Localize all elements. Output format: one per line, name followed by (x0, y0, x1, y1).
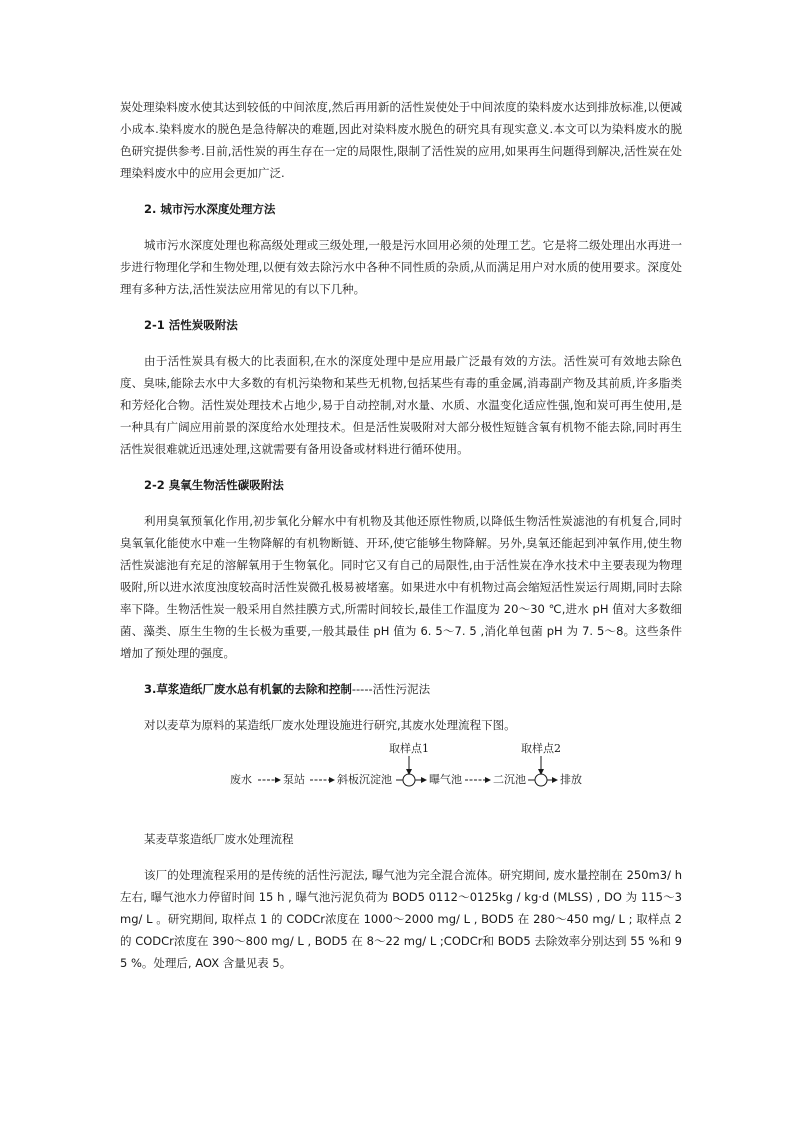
sample-point-1-label: 取样点1 (389, 742, 429, 755)
section-3-paragraph: 该厂的处理流程采用的是传统的活性污泥法, 曝气池为完全混合流体。研究期间, 废水量控制在 250m3/ h 左右, 曝气池水力停留时间 15 h , 曝气池污泥负荷为 BOD5 0112～0125kg / kg·d (MLSS) , DO 为 115～3 mg/ L 。研究期间, 取样点 1 的 CODCr浓度在 1000～2000 mg/ L , BOD5 在 280～450 mg/ L ; 取样点 2 的 CODCr浓度在 390～800 mg/ L , BOD5 在 8～22 mg/ L ;CODCr和 BOD5 去除效率分别达到 55 %和 95 %。处理后, AOX 含量见表 5。 (120, 868, 682, 970)
figure-caption: 某麦草浆造纸厂废水处理流程 (144, 832, 294, 846)
flow-step-wastewater: 废水 (230, 773, 252, 786)
flow-step-aeration-tank: 曝气池 (429, 773, 462, 786)
section-3-heading (120, 678, 682, 700)
sample-point-2-label: 取样点2 (521, 742, 561, 755)
flow-step-discharge: 排放 (560, 773, 582, 786)
section-3-heading-suffix: -----活性污泥法 (351, 682, 431, 696)
document-page (120, 96, 682, 974)
section-2-2-heading: 2-2 臭氧生物活性碳吸附法 (144, 478, 284, 492)
section-2-1-paragraph: 由于活性炭具有极大的比表面积,在水的深度处理中是应用最广泛最有效的方法。活性炭可有效地去除色度、臭味,能除去水中大多数的有机污染物和某些无机物,包括某些有毒的重金属,消毒副产物及其前质,许多脂类和芳烃化合物。活性炭处理技术占地少,易于自动控制,对水量、水质、水温变化适应性强,饱和炭可再生使用,是一种具有广阔应用前景的深度给水处理技术。但是活性炭吸附对大部分极性短链含氧有机物不能去除,同时再生活性炭很难就近迅速处理,这就需要有备用设备或材料进行循环使用。 (120, 354, 682, 456)
section-2-1-heading: 2-1 活性炭吸附法 (144, 318, 238, 332)
section-2-heading: 2. 城市污水深度处理方法 (144, 202, 276, 216)
section-3-heading-bold: 3.草浆造纸厂废水总有机氯的去除和控制 (144, 682, 352, 696)
section-2-2-paragraph: 利用臭氧预氧化作用,初步氧化分解水中有机物及其他还原性物质,以降低生物活性炭滤池的有机复合,同时臭氧氧化能使水中难一生物降解的有机物断链、开环,使它能够生物降解。另外,臭氧还能起到冲氧作用,使生物活性炭滤池有充足的溶解氧用于生物氧化。同时它又有自己的局限性,由于活性炭在净水技术中主要表现为物理吸附,所以进水浓度浊度较高时活性炭微孔极易被堵塞。如果进水中有机物过高会缩短活性炭运行周期,同时去除率下降。生物活性炭一般采用自然挂膜方式,所需时间较长,最佳工作温度为 20～30 ℃,进水 pH 值对大多数细菌、藻类、原生生物的生长极为重要,一般其最佳 pH 值为 6. 5～7. 5 ,消化单包菌 pH 为 7. 5～8。这些条件增加了预处理的强度。 (120, 514, 682, 660)
section-3-intro: 对以麦草为原料的某造纸厂废水处理设施进行研究,其废水处理流程下图。 (144, 718, 516, 732)
sample-point-2-marker (535, 774, 547, 786)
intro-paragraph: 炭处理染料废水使其达到较低的中间浓度,然后再用新的活性炭使处于中间浓度的染料废水达到排放标准,以便减小成本.染料废水的脱色是急待解决的难题,因此对染料废水脱色的研究具有现实意义.本文可以为染料废水的脱色研究提供参考.目前,活性炭的再生存在一定的局限性,限制了活性炭的应用,如果再生问题得到解决,活性炭在处理染料废水中的应用会更加广泛. (120, 100, 682, 180)
flow-step-pump-station: 泵站 (283, 773, 305, 786)
sample-point-1-marker (403, 774, 415, 786)
section-2-paragraph: 城市污水深度处理也称高级处理或三级处理,一般是污水回用必须的处理工艺。它是将二级处理出水再进一步进行物理化学和生物处理,以便有效去除污水中各种不同性质的杂质,从而满足用户对水质的使用要求。深度处理有多种方法,活性炭法应用常见的有以下几种。 (120, 238, 682, 296)
flow-step-sedimentation-tank: 斜板沉淀池 (337, 773, 392, 786)
process-flow-diagram (120, 742, 682, 804)
flow-step-secondary-clarifier: 二沉池 (493, 773, 526, 786)
